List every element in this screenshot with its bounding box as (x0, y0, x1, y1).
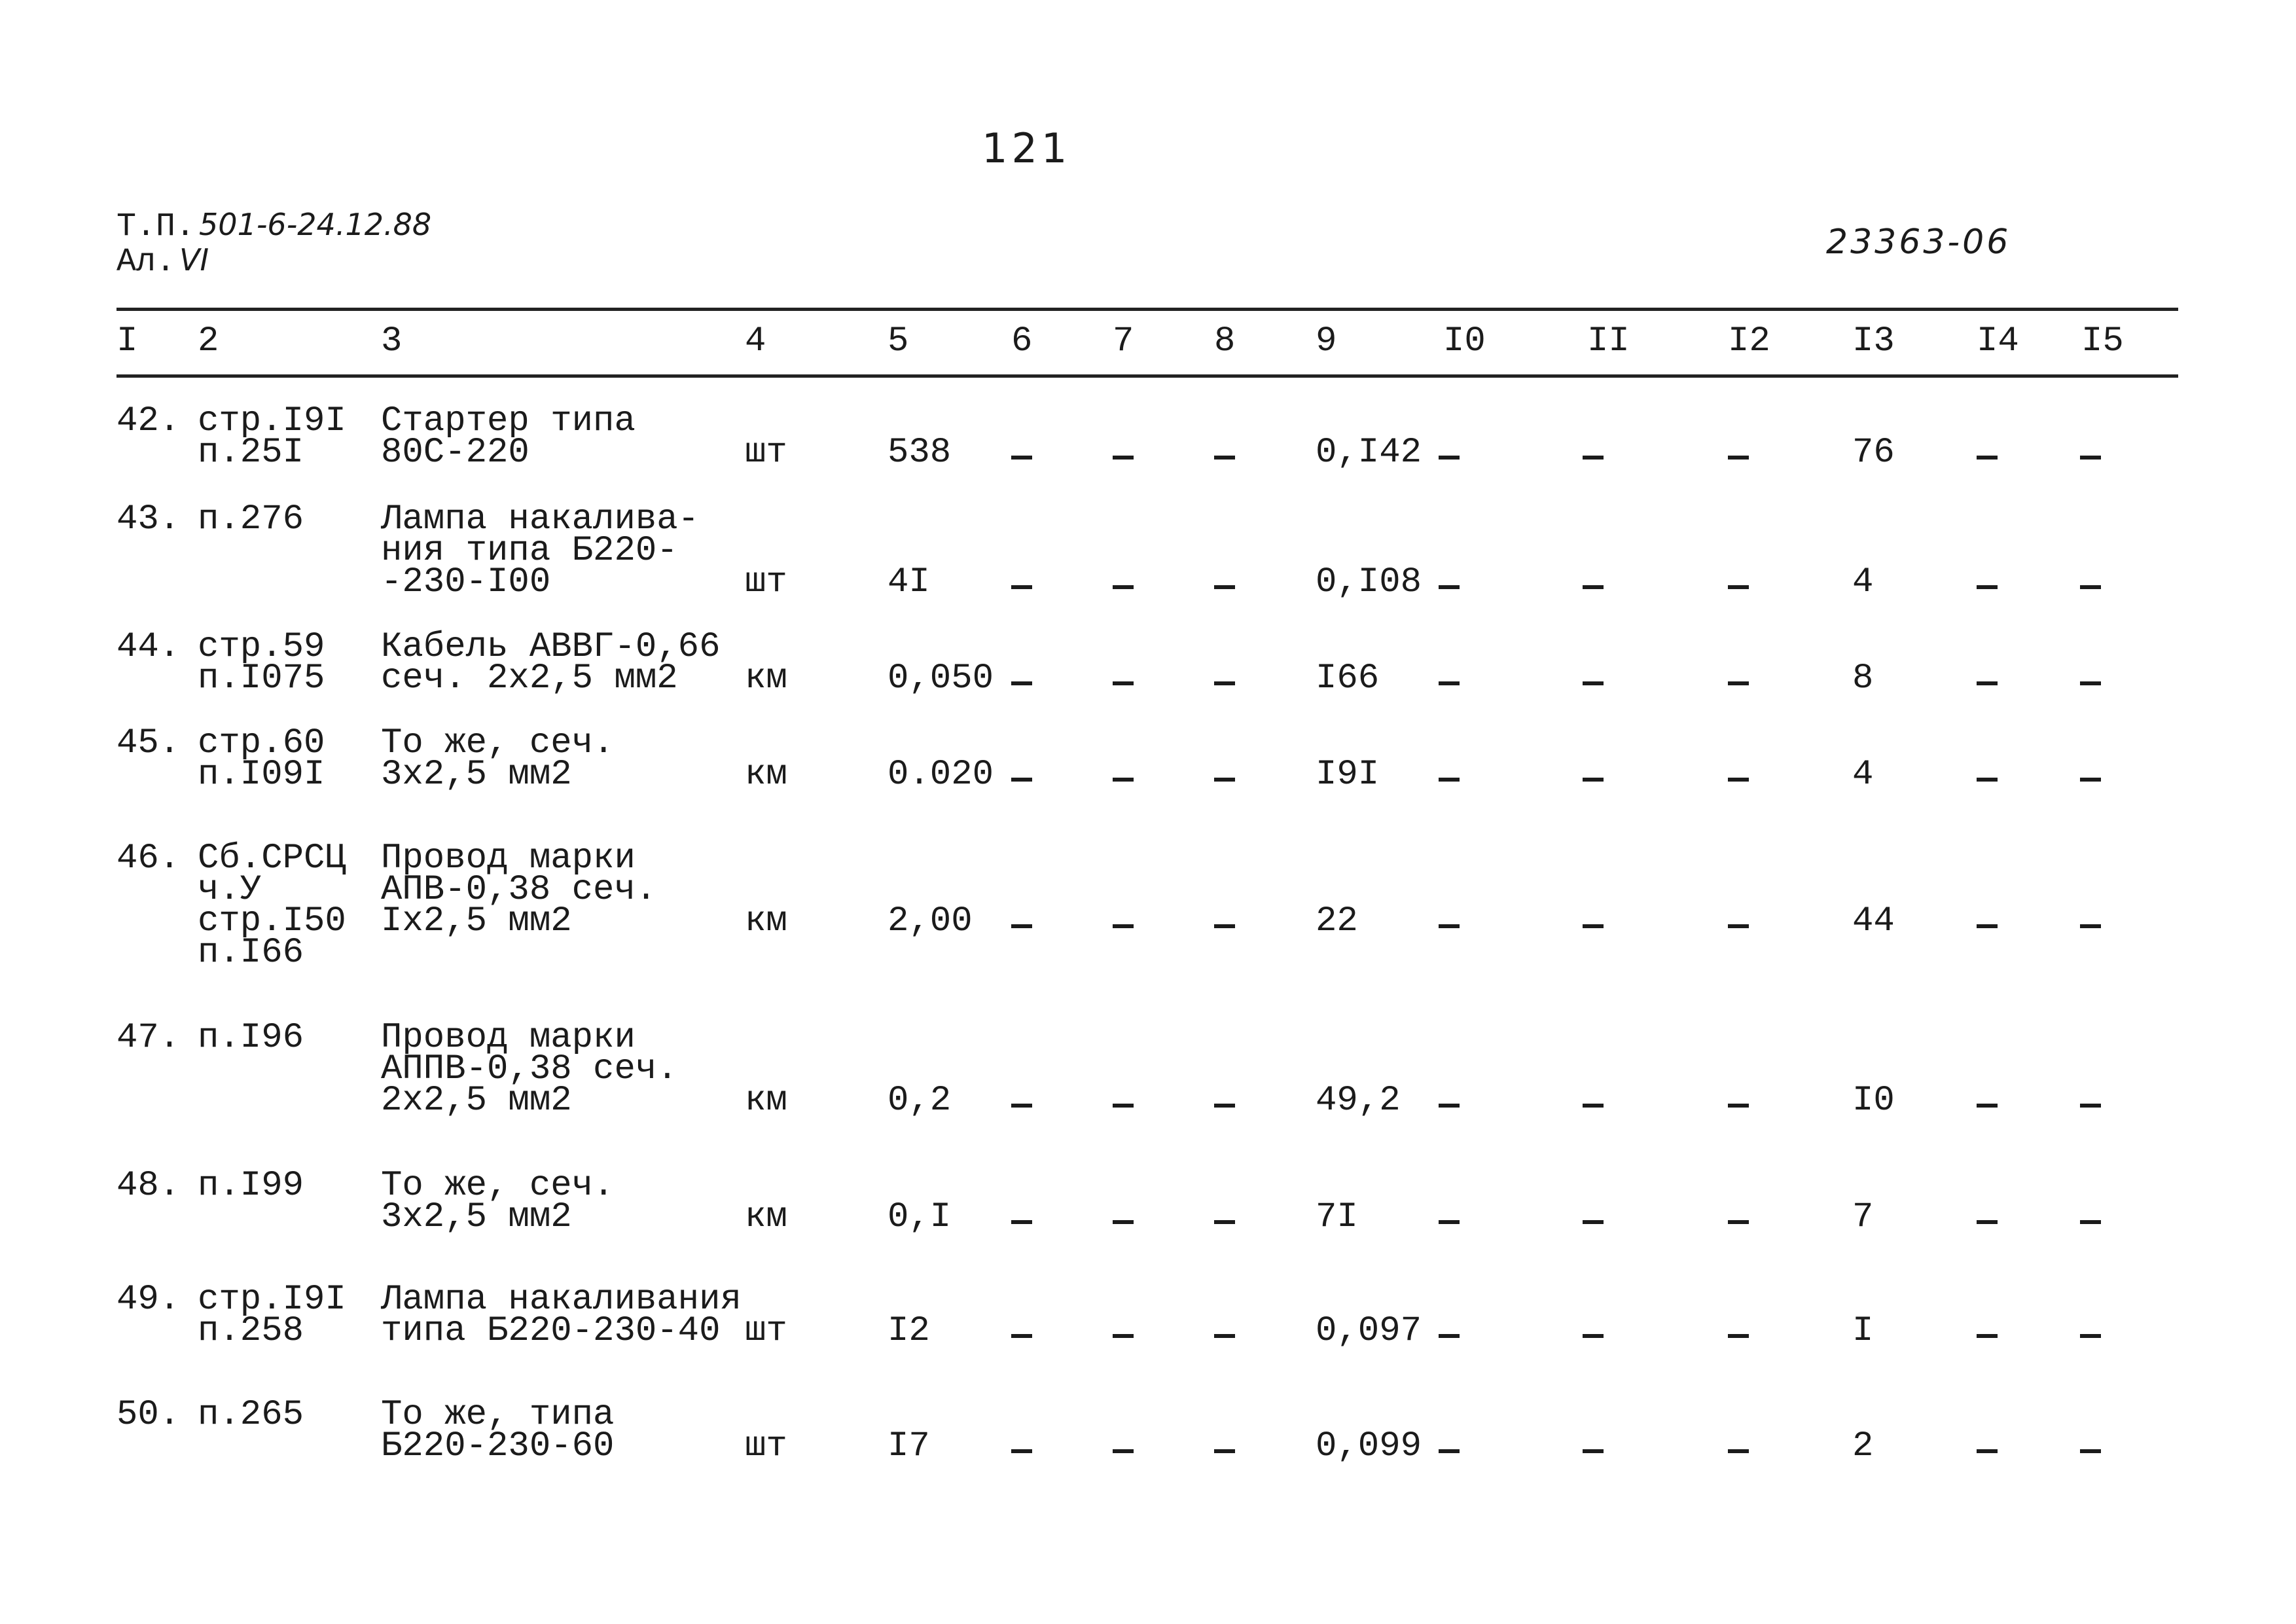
row-description: типа Б220-230-40 (381, 1311, 721, 1351)
row-col9: 0,097 (1316, 1311, 1422, 1351)
row-number: 45. (117, 723, 181, 763)
empty-dash-c8 (1214, 585, 1235, 589)
empty-dash-c12 (1728, 681, 1749, 685)
empty-dash-c6 (1011, 1220, 1032, 1224)
row-reference: стр.I9I (198, 1280, 346, 1320)
empty-dash-c11 (1583, 1334, 1604, 1338)
row-col13: 4 (1852, 755, 1874, 795)
empty-dash-c8 (1214, 778, 1235, 782)
row-number: 44. (117, 627, 181, 667)
empty-dash-c8 (1214, 1449, 1235, 1453)
column-header-14: I4 (1977, 321, 2019, 361)
empty-dash-c6 (1011, 924, 1032, 928)
empty-dash-c8 (1214, 1220, 1235, 1224)
row-col5: 2,00 (888, 901, 973, 941)
empty-dash-c7 (1113, 456, 1134, 460)
row-description: АПВ-0,38 сеч. (381, 870, 657, 910)
al-line (117, 244, 431, 279)
empty-dash-c12 (1728, 1104, 1749, 1108)
row-unit: км (745, 1081, 787, 1121)
row-unit: км (745, 1197, 787, 1237)
row-col9: I66 (1316, 659, 1380, 698)
row-reference: п.I075 (198, 659, 325, 698)
empty-dash-c6 (1011, 585, 1032, 589)
tp-line (117, 208, 431, 244)
empty-dash-c7 (1113, 585, 1134, 589)
column-header-2: 2 (198, 321, 219, 361)
row-description: Провод марки (381, 1018, 636, 1058)
column-header-4: 4 (745, 321, 766, 361)
row-description: 3х2,5 мм2 (381, 755, 572, 795)
empty-dash-c12 (1728, 924, 1749, 928)
row-reference: п.25I (198, 433, 304, 473)
row-col5: I2 (888, 1311, 930, 1351)
empty-dash-c14 (1977, 924, 1998, 928)
empty-dash-c15 (2080, 778, 2101, 782)
column-header-1: I (117, 321, 138, 361)
row-reference: Сб.СРСЦ (198, 839, 346, 878)
row-description: Лампа накалива- (381, 499, 700, 539)
empty-dash-c7 (1113, 1334, 1134, 1338)
row-col9: 0,099 (1316, 1426, 1422, 1466)
empty-dash-c14 (1977, 1104, 1998, 1108)
empty-dash-c6 (1011, 1104, 1032, 1108)
row-description: 80С-220 (381, 433, 529, 473)
row-description: То же, сеч. (381, 1166, 615, 1206)
row-col9: 0,I08 (1316, 562, 1422, 602)
empty-dash-c14 (1977, 585, 1998, 589)
empty-dash-c7 (1113, 1104, 1134, 1108)
empty-dash-c11 (1583, 1104, 1604, 1108)
empty-dash-c10 (1439, 1104, 1460, 1108)
empty-dash-c10 (1439, 585, 1460, 589)
column-header-12: I2 (1728, 321, 1770, 361)
empty-dash-c7 (1113, 1449, 1134, 1453)
row-description: Кабель АВВГ-0,66 (381, 627, 721, 667)
row-description: Провод марки (381, 839, 636, 878)
column-header-5: 5 (888, 321, 909, 361)
row-reference: п.I66 (198, 933, 304, 973)
empty-dash-c12 (1728, 1449, 1749, 1453)
top-rule (117, 308, 2178, 311)
row-description: Iх2,5 мм2 (381, 901, 572, 941)
empty-dash-c15 (2080, 585, 2101, 589)
row-col9: 7I (1316, 1197, 1358, 1237)
row-col13: 76 (1852, 433, 1895, 473)
empty-dash-c8 (1214, 681, 1235, 685)
row-col9: I9I (1316, 755, 1380, 795)
empty-dash-c11 (1583, 585, 1604, 589)
row-unit: км (745, 755, 787, 795)
empty-dash-c6 (1011, 778, 1032, 782)
column-header-10: I0 (1443, 321, 1486, 361)
row-reference: п.I09I (198, 755, 325, 795)
empty-dash-c12 (1728, 778, 1749, 782)
empty-dash-c14 (1977, 1220, 1998, 1224)
empty-dash-c7 (1113, 1220, 1134, 1224)
empty-dash-c8 (1214, 1334, 1235, 1338)
empty-dash-c12 (1728, 1334, 1749, 1338)
empty-dash-c6 (1011, 1449, 1032, 1453)
row-description: -230-I00 (381, 562, 551, 602)
column-header-6: 6 (1011, 321, 1033, 361)
empty-dash-c14 (1977, 1449, 1998, 1453)
empty-dash-c7 (1113, 681, 1134, 685)
empty-dash-c15 (2080, 1334, 2101, 1338)
row-description: ния типа Б220- (381, 531, 678, 571)
empty-dash-c15 (2080, 1104, 2101, 1108)
row-number: 43. (117, 499, 181, 539)
row-number: 48. (117, 1166, 181, 1206)
row-col5: 0,2 (888, 1081, 952, 1121)
empty-dash-c11 (1583, 456, 1604, 460)
empty-dash-c8 (1214, 1104, 1235, 1108)
row-col13: 44 (1852, 901, 1895, 941)
row-unit: шт (745, 1311, 787, 1351)
empty-dash-c6 (1011, 681, 1032, 685)
empty-dash-c15 (2080, 1449, 2101, 1453)
row-description: Б220-230-60 (381, 1426, 615, 1466)
header-rule (117, 374, 2178, 378)
row-col13: I0 (1852, 1081, 1895, 1121)
row-reference: стр.59 (198, 627, 325, 667)
row-description: Лампа накаливания (381, 1280, 742, 1320)
empty-dash-c14 (1977, 1334, 1998, 1338)
empty-dash-c10 (1439, 456, 1460, 460)
column-header-3: 3 (381, 321, 403, 361)
row-col13: 2 (1852, 1426, 1874, 1466)
row-col5: 0.020 (888, 755, 994, 795)
empty-dash-c11 (1583, 681, 1604, 685)
empty-dash-c15 (2080, 924, 2101, 928)
column-header-11: II (1587, 321, 1630, 361)
empty-dash-c10 (1439, 681, 1460, 685)
empty-dash-c11 (1583, 1449, 1604, 1453)
empty-dash-c12 (1728, 1220, 1749, 1224)
row-reference: стр.I50 (198, 901, 346, 941)
row-col5: I7 (888, 1426, 930, 1466)
empty-dash-c10 (1439, 1449, 1460, 1453)
empty-dash-c11 (1583, 1220, 1604, 1224)
column-header-7: 7 (1113, 321, 1134, 361)
row-number: 42. (117, 401, 181, 441)
empty-dash-c15 (2080, 1220, 2101, 1224)
row-description: То же, сеч. (381, 723, 615, 763)
row-reference: п.I99 (198, 1166, 304, 1206)
row-col9: 49,2 (1316, 1081, 1401, 1121)
row-col13: 7 (1852, 1197, 1874, 1237)
row-number: 49. (117, 1280, 181, 1320)
empty-dash-c12 (1728, 456, 1749, 460)
row-reference: ч.У (198, 870, 262, 910)
row-col9: 22 (1316, 901, 1358, 941)
row-reference: стр.I9I (198, 401, 346, 441)
empty-dash-c10 (1439, 1334, 1460, 1338)
row-col13: 8 (1852, 659, 1874, 698)
empty-dash-c7 (1113, 924, 1134, 928)
empty-dash-c8 (1214, 456, 1235, 460)
page-number: 121 (982, 124, 1071, 172)
row-col9: 0,I42 (1316, 433, 1422, 473)
empty-dash-c10 (1439, 1220, 1460, 1224)
row-unit: км (745, 659, 787, 698)
row-description: 3х2,5 мм2 (381, 1197, 572, 1237)
empty-dash-c14 (1977, 456, 1998, 460)
row-col5: 4I (888, 562, 930, 602)
empty-dash-c7 (1113, 778, 1134, 782)
al-value: VI (179, 242, 209, 278)
row-reference: стр.60 (198, 723, 325, 763)
row-unit: км (745, 901, 787, 941)
row-col5: 0,050 (888, 659, 994, 698)
row-description: 2х2,5 мм2 (381, 1081, 572, 1121)
row-number: 46. (117, 839, 181, 878)
column-header-8: 8 (1214, 321, 1236, 361)
doc-code: 23363-06 (1826, 223, 2011, 262)
column-header-13: I3 (1852, 321, 1895, 361)
tp-label: Т.П. (117, 208, 196, 245)
row-description: АППВ-0,38 сеч. (381, 1049, 678, 1089)
row-reference: п.265 (198, 1395, 304, 1435)
row-description: Стартер типа (381, 401, 636, 441)
empty-dash-c15 (2080, 681, 2101, 685)
empty-dash-c10 (1439, 924, 1460, 928)
tp-value: 501-6-24.12.88 (199, 207, 432, 242)
row-description: сеч. 2х2,5 мм2 (381, 659, 678, 698)
empty-dash-c8 (1214, 924, 1235, 928)
empty-dash-c15 (2080, 456, 2101, 460)
row-reference: п.258 (198, 1311, 304, 1351)
header-left (117, 208, 431, 279)
row-reference: п.I96 (198, 1018, 304, 1058)
row-col13: I (1852, 1311, 1874, 1351)
empty-dash-c6 (1011, 1334, 1032, 1338)
empty-dash-c12 (1728, 585, 1749, 589)
row-col13: 4 (1852, 562, 1874, 602)
empty-dash-c6 (1011, 456, 1032, 460)
row-col5: 538 (888, 433, 952, 473)
empty-dash-c10 (1439, 778, 1460, 782)
empty-dash-c14 (1977, 778, 1998, 782)
column-header-9: 9 (1316, 321, 1337, 361)
row-unit: шт (745, 1426, 787, 1466)
empty-dash-c11 (1583, 924, 1604, 928)
column-header-15: I5 (2081, 321, 2124, 361)
row-number: 50. (117, 1395, 181, 1435)
empty-dash-c11 (1583, 778, 1604, 782)
empty-dash-c14 (1977, 681, 1998, 685)
row-unit: шт (745, 562, 787, 602)
row-col5: 0,I (888, 1197, 952, 1237)
al-label: Ал. (117, 244, 176, 281)
row-description: То же, типа (381, 1395, 615, 1435)
row-number: 47. (117, 1018, 181, 1058)
row-unit: шт (745, 433, 787, 473)
row-reference: п.276 (198, 499, 304, 539)
